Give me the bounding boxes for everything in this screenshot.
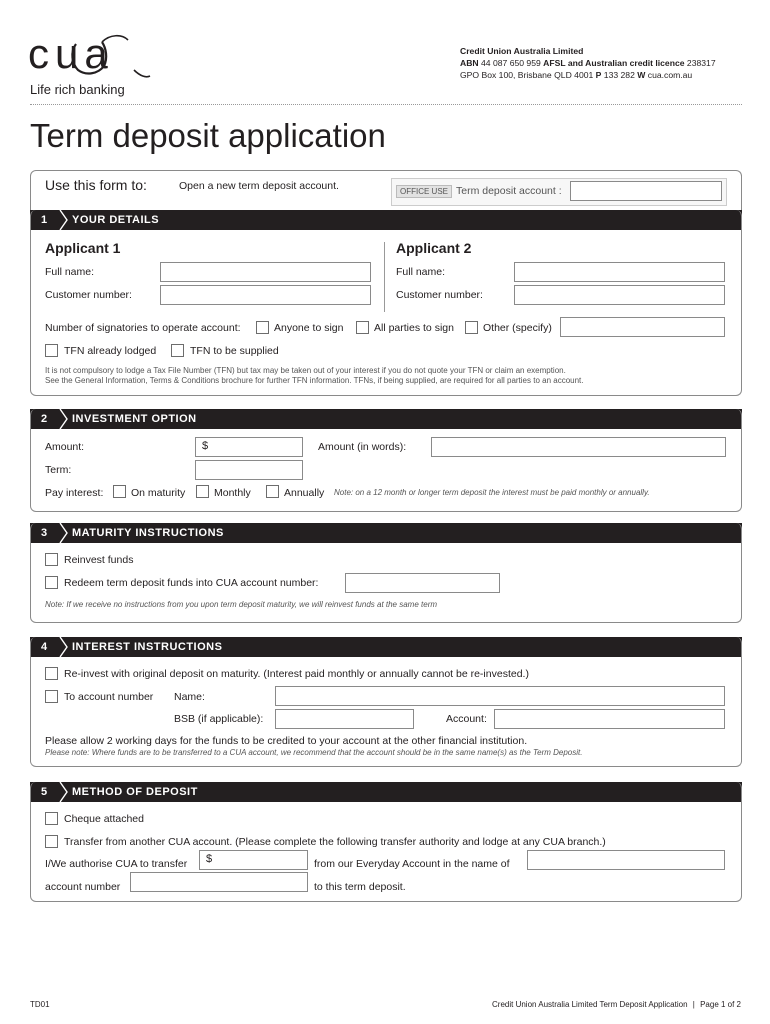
org-details [460, 45, 716, 81]
logo [26, 30, 156, 100]
amount-dollar-sign: $ [202, 440, 209, 452]
monthly-label: Monthly [214, 487, 251, 499]
to-account-checkbox[interactable] [45, 690, 58, 703]
reinvest-original-checkbox[interactable] [45, 667, 58, 680]
amount-field[interactable] [195, 437, 303, 457]
tfn-lodged-label: TFN already lodged [64, 345, 157, 357]
transfer-name-field[interactable] [527, 850, 725, 870]
tfn-supplied-checkbox[interactable] [171, 344, 184, 357]
abn-label: ABN [460, 58, 479, 68]
section-4-title: INTEREST INSTRUCTIONS [72, 641, 223, 653]
interest-name-field[interactable] [275, 686, 725, 706]
other-signatories-label: Other (specify) [483, 322, 552, 334]
other-specify-field[interactable] [560, 317, 725, 337]
pay-interest-label: Pay interest: [45, 487, 104, 499]
term-deposit-account-label: Term deposit account : [456, 185, 562, 197]
tfn-supplied-label: TFN to be supplied [190, 345, 279, 357]
account-number-label: account number [45, 881, 121, 893]
authorise-label: I/We authorise CUA to transfer [45, 858, 188, 870]
term-deposit-account-field[interactable] [570, 181, 722, 201]
other-signatories-checkbox[interactable] [465, 321, 478, 334]
web-label: W [637, 70, 646, 80]
section-5-number: 5 [40, 786, 48, 798]
transfer-dollar-sign: $ [206, 853, 213, 865]
to-account-label: To account number [64, 691, 154, 703]
name-label: Name: [174, 691, 205, 703]
logo-tagline: Life rich banking [30, 82, 125, 97]
redeem-label: Redeem term deposit funds into CUA account number: [64, 577, 319, 589]
applicant-1-customer-number-field[interactable] [160, 285, 371, 305]
tfn-note-line-2: See the General Information, Terms & Conditions brochure for further TFN information. TFNs, if being supplied, are required for all parties to an account. [45, 376, 584, 385]
office-use-badge: OFFICE USE [396, 185, 452, 198]
abn-value: 44 087 650 959 [481, 58, 541, 68]
phone-value: 133 282 [603, 70, 635, 80]
all-parties-checkbox[interactable] [356, 321, 369, 334]
anyone-to-sign-checkbox[interactable] [256, 321, 269, 334]
section-2-title: INVESTMENT OPTION [72, 413, 197, 425]
all-parties-label: All parties to sign [374, 322, 454, 334]
on-maturity-label: On maturity [131, 487, 186, 499]
use-form-label: Use this form to: [45, 177, 147, 193]
transfer-label: Transfer from another CUA account. (Please complete the following transfer authority and lodge at any CUA branch.) [64, 836, 606, 848]
applicant-2-full-name-label: Full name: [396, 266, 446, 278]
interest-transfer-note: Please note: Where funds are to be transferred to a CUA account, we recommend that the account should be in the same name(s) as the Term Deposit. [45, 748, 583, 757]
annually-label: Annually [284, 487, 325, 499]
transfer-amount-field[interactable] [199, 850, 308, 870]
reinvest-original-label: Re-invest with original deposit on maturity. (Interest paid monthly or annually cannot be re-invested.) [64, 668, 529, 680]
on-maturity-checkbox[interactable] [113, 485, 126, 498]
term-field[interactable] [195, 460, 303, 480]
cheque-attached-label: Cheque attached [64, 813, 144, 825]
transfer-checkbox[interactable] [45, 835, 58, 848]
applicant-2-full-name-field[interactable] [514, 262, 725, 282]
account-label: Account: [446, 713, 487, 725]
section-3-title: MATURITY INSTRUCTIONS [72, 527, 224, 539]
section-1-number: 1 [40, 214, 48, 226]
footer-separator: | [692, 1000, 695, 1009]
applicant-1-full-name-field[interactable] [160, 262, 371, 282]
applicant-2-customer-number-label: Customer number: [396, 289, 483, 301]
section-3-number: 3 [40, 527, 48, 539]
amount-words-field[interactable] [431, 437, 726, 457]
use-form-text: Open a new term deposit account. [179, 180, 339, 192]
afsl-label: AFSL and Australian credit licence [543, 58, 685, 68]
tfn-lodged-checkbox[interactable] [45, 344, 58, 357]
section-5-title: METHOD OF DEPOSIT [72, 786, 198, 798]
footer-page: Page 1 of 2 [700, 1000, 741, 1009]
afsl-value: 238317 [686, 58, 716, 68]
annually-checkbox[interactable] [266, 485, 279, 498]
footer-info [492, 1000, 741, 1009]
applicant-1-heading: Applicant 1 [45, 240, 121, 256]
interest-account-field[interactable] [494, 709, 725, 729]
anyone-to-sign-label: Anyone to sign [274, 322, 344, 334]
footer-text: Credit Union Australia Limited Term Deposit Application [492, 1000, 688, 1009]
term-label: Term: [45, 464, 72, 476]
applicant-1-customer-number-label: Customer number: [45, 289, 132, 301]
cheque-attached-checkbox[interactable] [45, 812, 58, 825]
section-1-title: YOUR DETAILS [72, 214, 160, 226]
header-divider [30, 104, 742, 105]
logo-wordmark: cua [28, 30, 114, 77]
page-title: Term deposit application [30, 117, 386, 154]
org-licence [460, 57, 716, 69]
section-4-number: 4 [40, 641, 48, 653]
maturity-note: Note: If we receive no instructions from you upon term deposit maturity, we will reinvest funds at the same term [45, 600, 438, 609]
footer-code: TD01 [30, 1000, 50, 1009]
to-term-deposit-label: to this term deposit. [314, 881, 406, 893]
org-name: Credit Union Australia Limited [460, 46, 584, 56]
from-account-label: from our Everyday Account in the name of [314, 858, 510, 870]
bsb-label: BSB (if applicable): [174, 713, 264, 725]
transfer-account-number-field[interactable] [130, 872, 308, 892]
bsb-field[interactable] [275, 709, 414, 729]
tfn-note-line-1: It is not compulsory to lodge a Tax File Number (TFN) but tax may be taken out of your interest if you do not quote your TFN or claim an exemption. [45, 366, 566, 375]
applicant-1-full-name-label: Full name: [45, 266, 95, 278]
org-contact [460, 69, 716, 81]
amount-label: Amount: [45, 441, 85, 453]
section-2-number: 2 [40, 413, 48, 425]
redeem-checkbox[interactable] [45, 576, 58, 589]
applicant-2-heading: Applicant 2 [396, 240, 472, 256]
signatories-label: Number of signatories to operate account: [45, 322, 241, 334]
redeem-account-field[interactable] [345, 573, 500, 593]
phone-label: P [595, 70, 602, 80]
applicant-2-customer-number-field[interactable] [514, 285, 725, 305]
interest-note: Note: on a 12 month or longer term deposit the interest must be paid monthly or annually. [334, 488, 650, 497]
amount-words-label: Amount (in words): [318, 441, 407, 453]
allow-days-text: Please allow 2 working days for the funds to be credited to your account at the other financial institution. [45, 735, 528, 747]
web-value: cua.com.au [647, 70, 693, 80]
reinvest-funds-label: Reinvest funds [64, 554, 134, 566]
org-address: GPO Box 100, Brisbane QLD 4001 [460, 70, 594, 80]
applicant-divider [384, 242, 385, 312]
monthly-checkbox[interactable] [196, 485, 209, 498]
reinvest-funds-checkbox[interactable] [45, 553, 58, 566]
